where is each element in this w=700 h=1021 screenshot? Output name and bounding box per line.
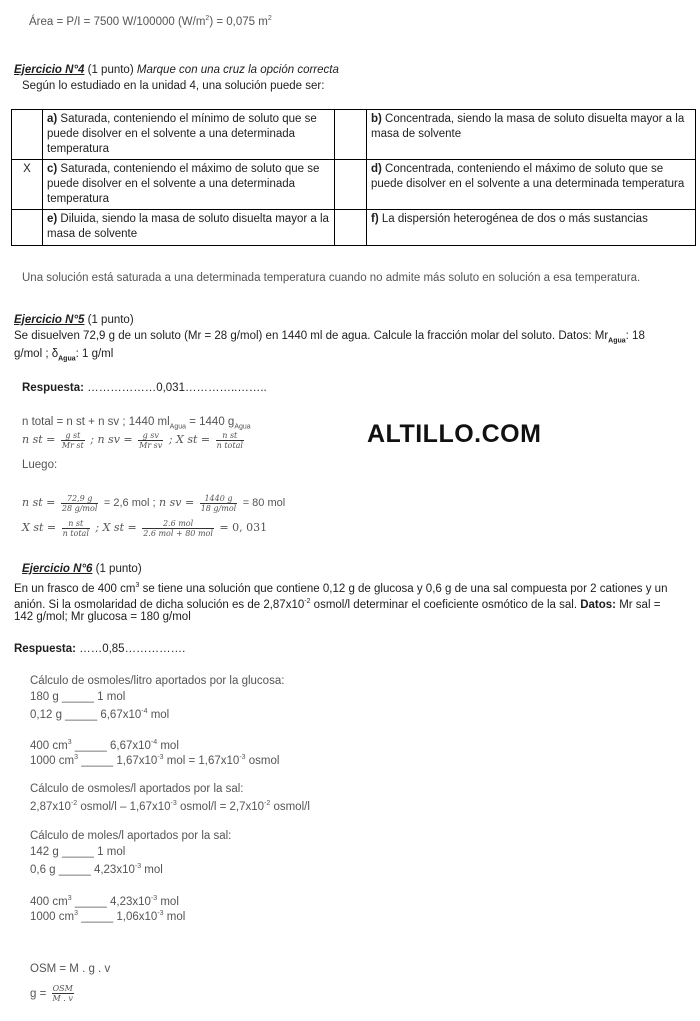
exercise-5-answer: Respuesta: ………………0,031…………..…….. [22, 382, 267, 394]
saturation-note: Una solución está saturada a una determinada temperatura cuando no admite más soluto en solución a esa temperatura. [22, 272, 641, 284]
area-formula: Área = P/I = 7500 W/100000 $(W/m^2) = 0,075$ $m^2$ [29, 15, 272, 28]
exercise-4-prompt: Según lo estudiado en la unidad 4, una solución puede ser: [22, 80, 325, 92]
volume-line-1: 400 $cm^3$ _____ $6,67x10^{-4}$ mol [30, 739, 179, 752]
exercise-4-header: Ejercicio N°4 (1 punto) Marque con una cruz la opción correcta [14, 64, 339, 76]
checkbox-cell-b[interactable] [335, 110, 367, 160]
salt-volume-line-2: 1000 $cm^3$ _____ $1,06x10^{-3}$ mol [30, 910, 186, 923]
altillo-watermark: ALTILLO.COM [367, 420, 542, 448]
glucose-osmoles-title: Cálculo de osmoles/litro aportados por la glucosa: [30, 675, 285, 687]
checkbox-cell-a[interactable] [12, 110, 43, 160]
option-e: e) Diluida, siendo la masa de soluto disuelta mayor a la masa de solvente [43, 210, 335, 246]
exercise-6-statement-line2: anión. Si la osmolaridad de dicha solución es de $2,87x10^{-2}$ osmol/l determinar el coeficiente osmótico de la sal. Datos: Mr sal = [14, 598, 661, 611]
calc-line-1: n st = $\frac{72,9 g}{\text{28 g/mol}}$ = 2,6 mol ; n sv = $\frac{1440 g}{\text{18 g/mol}}$ = 80 mol [22, 493, 286, 513]
volume-line-2: 1000 $cm^3$ _____ $1,67x10^{-3}$ mol = $1,67x10^{-3}$ osmol [30, 754, 280, 767]
checkbox-cell-c[interactable]: X [12, 160, 43, 210]
table-row [12, 110, 696, 160]
salt-osmoles-title: Cálculo de osmoles/l aportados por la sal: [30, 783, 244, 795]
salt-volume-line-1: 400 $cm^3$ _____ $4,23x10^{-3}$ mol [30, 895, 179, 908]
molar-formulas: n st = $\frac{\text{g st}}{\text{Mr st}}$ ; n sv = $\frac{\text{g sv}}{\text{Mr sv}}$ ; X st = $\frac{\text{n st}}{\text{n total}}$ [22, 430, 243, 450]
salt-moles-line-2: 0,6 g _____ $4,23x10^{-3}$ mol [30, 863, 163, 876]
glucose-line-1: 180 g _____ 1 mol [30, 691, 126, 703]
exercise-5-statement-line2: g/mol ; $\delta_{Agua}$: 1 g/ml [14, 348, 114, 363]
exercise-5-statement-line1: Se disuelven 72,9 g de un soluto (Mr = 28 g/mol) en 1440 ml de agua. Calcule la fracción molar del soluto. Datos: $Mr_{Agua}$: 18 [14, 330, 645, 345]
salt-osmoles-line: $2,87x10^{-2}$ osmol/l – $1,67x10^{-3}$ osmol/l = $2,7x10^{-2}$ osmol/l [30, 800, 310, 813]
options-table [11, 109, 696, 246]
calc-line-2: X st = $\frac{\text{n st}}{\text{n total}}$ ; X st = $\frac{\text{2.6 mol}}{\text{2.6 mol + 80 mol}}$ = 0, 031 [22, 518, 268, 538]
option-d: d) Concentrada, conteniendo el máximo de soluto que se puede disolver en el solvente a una determinada temperatura [367, 160, 696, 210]
exercise-6-statement-line3: 142 g/mol; Mr glucosa = 180 g/mol [14, 611, 191, 623]
checkbox-cell-d[interactable] [335, 160, 367, 210]
exercise-6-answer: Respuesta: ……0,85……………. [14, 643, 186, 655]
salt-moles-title: Cálculo de moles/l aportados por la sal: [30, 830, 232, 842]
option-f: f) La dispersión heterogénea de dos o más sustancias [367, 210, 696, 246]
exercise-5-header: Ejercicio N°5 (1 punto) [14, 314, 134, 326]
ntotal-line: n total = n st + n sv ; 1440 $ml_{Agua} = 1440$ $g_{Agua}$ [22, 416, 251, 431]
checkbox-cell-e[interactable] [12, 210, 43, 246]
exercise-6-header: Ejercicio N°6 (1 punto) [22, 563, 142, 575]
osm-formula: OSM = M . g . v [30, 963, 111, 975]
option-a: a) Saturada, conteniendo el mínimo de soluto que se puede disolver en el solvente a una determinada temperatura [43, 110, 335, 160]
option-c: c) Saturada, conteniendo el máximo de soluto que se puede disolver en el solvente a una determinada temperatura [43, 160, 335, 210]
option-b: b) Concentrada, siendo la masa de soluto disuelta mayor a la masa de solvente [367, 110, 696, 160]
table-row [12, 160, 696, 210]
g-formula: g = $\frac{\text{OSM}}{M . v}$ [30, 984, 73, 1004]
glucose-line-2: 0,12 g _____ $6,67x10^{-4}$ mol [30, 708, 170, 721]
table-row [12, 210, 696, 246]
checkbox-cell-f[interactable] [335, 210, 367, 246]
luego-label: Luego: [22, 459, 58, 471]
salt-moles-line-1: 142 g _____ 1 mol [30, 846, 126, 858]
exercise-6-statement-line1: En un frasco de 400 $cm^3$ se tiene una solución que contiene 0,12 g de glucosa y 0,6 g de una sal compuesta por 2 cationes y un [14, 582, 668, 595]
